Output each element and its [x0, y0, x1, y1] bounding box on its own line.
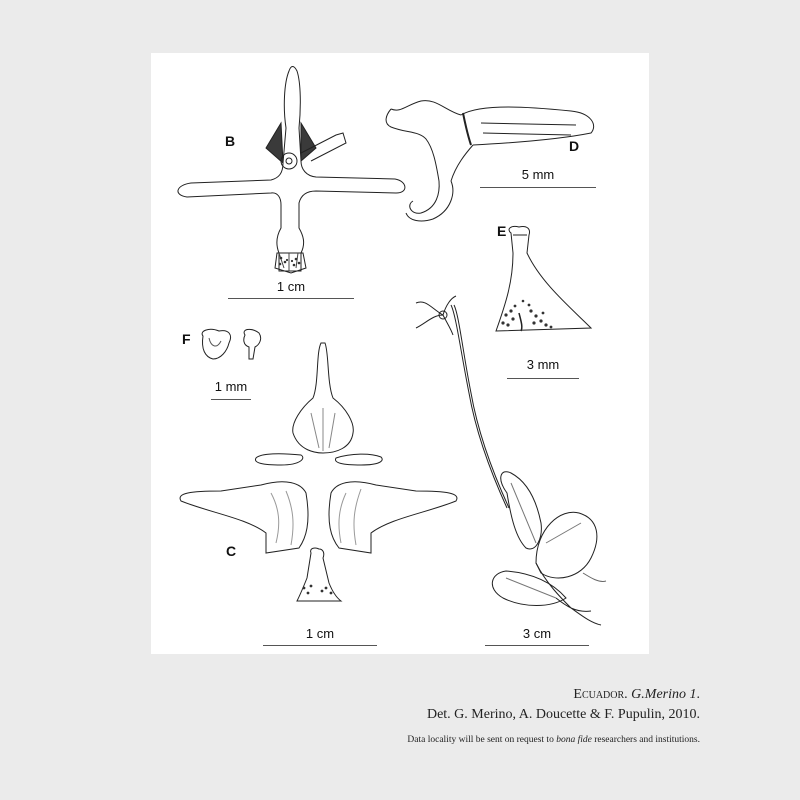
scale-bar-habit	[485, 626, 589, 650]
scale-label-b: 1 cm	[276, 279, 306, 294]
caption-determination: Det. G. Merino, A. Doucette & F. Pupulin, 2010.	[426, 707, 700, 722]
caption-note	[200, 735, 700, 745]
caption-locality: Ecuador.	[573, 687, 628, 702]
column-side-view-drawing	[386, 101, 594, 221]
caption-locality-line	[200, 685, 700, 705]
scale-line-e	[507, 378, 579, 379]
pollinia-drawing	[202, 329, 261, 359]
plant-habit-drawing	[416, 296, 606, 625]
scale-label-d: 5 mm	[521, 167, 555, 182]
caption-collection: G.Merino 1	[631, 687, 697, 702]
scale-line-d	[480, 187, 596, 188]
caption-note-pre: Data locality will be sent on request to	[407, 735, 557, 745]
scale-label-habit: 3 cm	[522, 626, 552, 641]
panel-letter-c: C	[226, 543, 237, 559]
scale-bar-e	[507, 357, 579, 381]
plate-caption	[200, 685, 700, 745]
scale-bar-c	[263, 626, 377, 650]
caption-note-post: researchers and institutions.	[591, 735, 700, 745]
botanical-plate	[151, 53, 649, 654]
scale-bar-d	[480, 167, 596, 191]
caption-collection-suffix: .	[696, 687, 700, 702]
scale-label-f: 1 mm	[214, 379, 248, 394]
panel-letter-b: B	[225, 133, 236, 149]
scale-line-habit	[485, 645, 589, 646]
caption-note-italic: bona fide	[556, 735, 592, 745]
scale-label-c: 1 cm	[305, 626, 335, 641]
scale-line-c	[263, 645, 377, 646]
scale-bar-b	[228, 279, 354, 303]
panel-letter-f: F	[182, 331, 191, 347]
scale-line-f	[211, 399, 251, 400]
panel-letter-d: D	[569, 138, 580, 154]
scale-bar-f	[211, 379, 251, 403]
lip-drawing	[496, 226, 591, 331]
panel-letter-e: E	[497, 223, 507, 239]
flower-front-view-drawing	[178, 67, 405, 274]
scale-label-e: 3 mm	[526, 357, 560, 372]
scale-line-b	[228, 298, 354, 299]
